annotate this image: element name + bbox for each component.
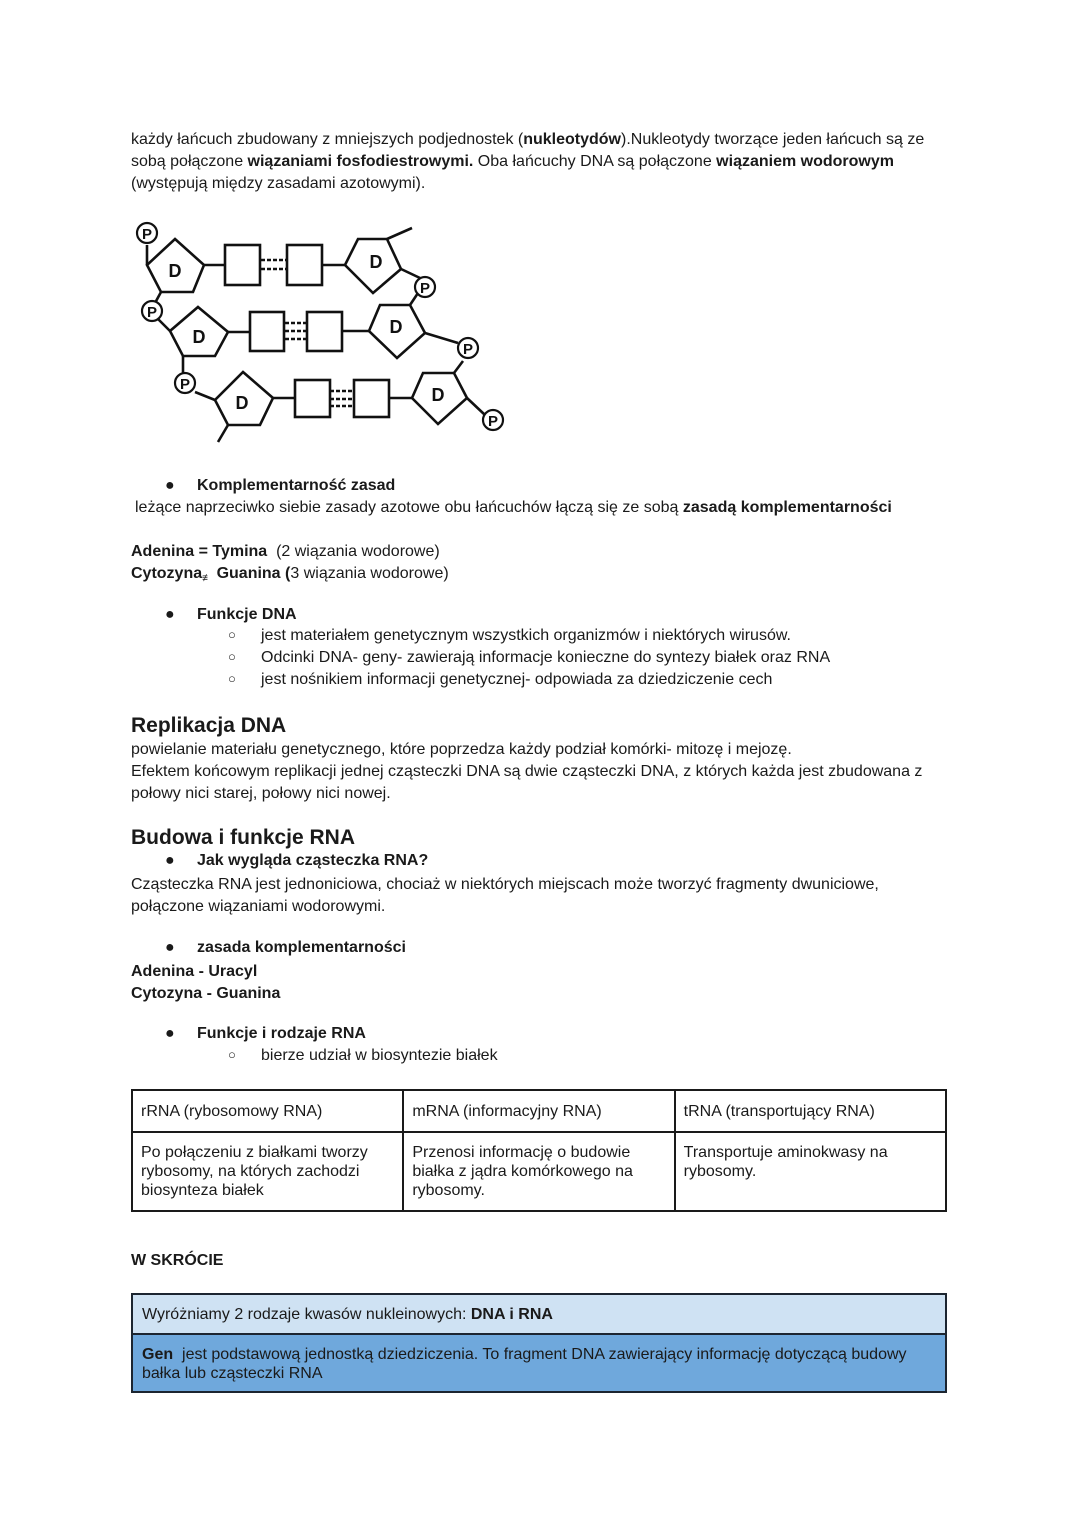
text-line: połowy nici starej, połowy nici nowej. [131,785,391,802]
text-line: Efektem końcowym replikacji jednej cząsteczki DNA są dwie cząsteczki DNA, z których każda jest zbudowana z [131,763,923,780]
pair-cytosine-guanine: Cytozyna$_≢$ Guanina (3 wiązania wodorowe) [131,565,449,584]
base-box [307,312,342,351]
svg-text:P: P [487,413,499,430]
text-line: powielanie materiału genetycznego, które poprzedza każdy podział komórki- mitozę i mejozę. [131,741,792,758]
pair-adenine-thymine: Adenina = Tymina (2 wiązania wodorowe) [131,543,440,560]
svg-text:P: P [462,341,474,358]
bullet-icon: ● [165,606,175,623]
intro-line-1 [131,129,961,151]
table-header-cell: rRNA (rybosomowy RNA) [132,1090,403,1132]
bullet-icon: ● [165,852,175,869]
circle-bullet-icon: ○ [228,1047,236,1062]
bold-text: nukleotydów [523,131,621,148]
bullet-icon: ● [165,1025,175,1042]
svg-text:D: D [235,393,249,413]
table-row [132,1132,946,1211]
intro-line-3: (występują między zasadami azotowymi). [131,175,426,192]
summary-box [131,1293,947,1393]
text-line: Cząsteczka RNA jest jednoniciowa, chociaż w niektórych miejscach może tworzyć fragmenty dwuniciowe, [131,876,879,893]
circle-bullet-icon: ○ [228,627,236,642]
rna-types-table [131,1089,947,1212]
table-header-row [132,1090,946,1132]
svg-text:D: D [431,385,445,405]
table-cell: Transportuje aminokwasy na rybosomy. [675,1132,946,1211]
summary-title: W SKRÓCIE [131,1252,224,1269]
svg-text:D: D [369,252,383,272]
text: każdy łańcuch zbudowany z mniejszych podjednostek ( [131,131,524,148]
table-cell: Po połączeniu z białkami tworzy rybosomy, na których zachodzi biosynteza białek [132,1132,403,1211]
replication-title: Replikacja DNA [131,714,287,737]
svg-text:P: P [141,226,153,243]
rna-title: Budowa i funkcje RNA [131,826,356,849]
circle-bullet-icon: ○ [228,671,236,686]
rna-pair-adenine-uracil: Adenina - Uracyl [131,963,258,980]
base-box [295,380,330,417]
svg-text:P: P [146,304,158,321]
svg-text:D: D [192,327,206,347]
svg-text:D: D [168,261,182,281]
dna-structure-diagram [125,215,525,450]
replication-paragraph [131,739,961,805]
summary-row-nucleic-acids: Wyróżniamy 2 rodzaje kwasów nukleinowych: DNA i RNA [133,1295,945,1335]
circle-bullet-icon: ○ [228,649,236,664]
bullet-icon: ● [165,477,175,494]
svg-text:D: D [389,317,403,337]
table-cell: Przenosi informację o budowie białka z jądra komórkowego na rybosomy. [403,1132,674,1211]
text: Oba łańcuchy DNA są połączone [473,153,717,170]
table-header-cell: tRNA (transportujący RNA) [675,1090,946,1132]
base-box [225,245,260,285]
base-box [250,312,284,351]
base-box [287,245,322,285]
bold-text: wiązaniem wodorowym [716,153,894,170]
base-box [354,380,389,417]
summary-row-gene: Gen jest podstawową jednostką dziedziczenia. To fragment DNA zawierający informację dotyczącą budowy bałka lub cząsteczki RNA [133,1335,945,1391]
intro-paragraph [131,129,961,195]
svg-text:P: P [419,280,431,297]
text: ).Nukleotydy tworzące jeden łańcuch są ze [621,131,925,148]
triple-bond-symbol: ≢ [202,573,213,584]
complementarity-description: leżące naprzeciwko siebie zasady azotowe obu łańcuchów łączą się ze sobą zasadą komplementarności [135,499,892,516]
text-line: połączone wiązaniami wodorowymi. [131,898,386,915]
rna-pair-cytosine-guanine: Cytozyna - Guanina [131,985,281,1002]
bullet-icon: ● [165,939,175,956]
rna-answer [131,874,961,918]
svg-text:P: P [179,376,191,393]
intro-line-2 [131,151,961,173]
table-header-cell: mRNA (informacyjny RNA) [403,1090,674,1132]
bold-text: wiązaniami fosfodiestrowymi. [247,153,474,170]
text: sobą połączone [131,153,248,170]
